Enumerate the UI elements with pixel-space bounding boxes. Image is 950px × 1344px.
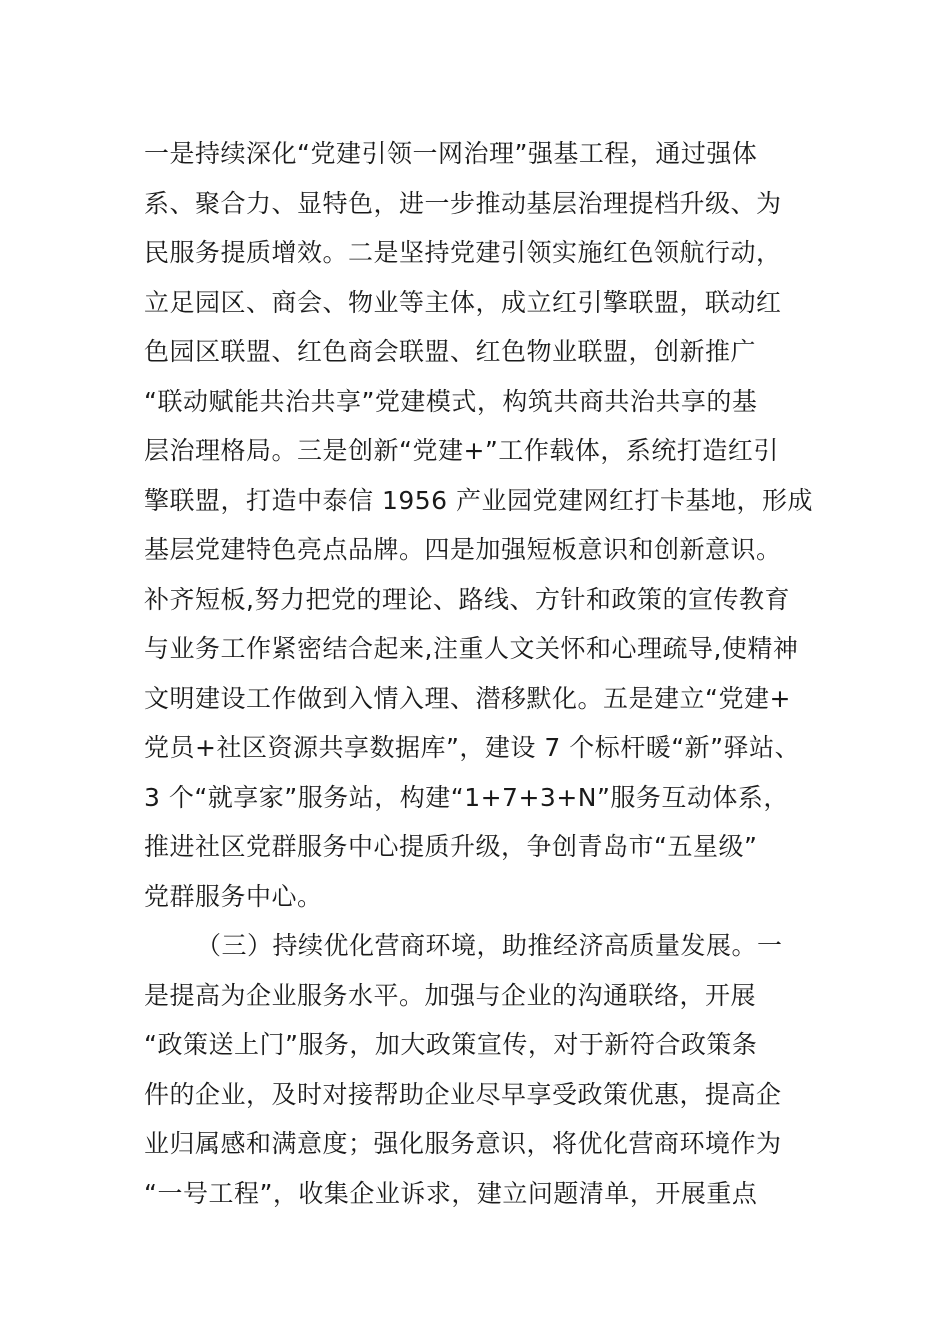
text-line: 色园区联盟、红色商会联盟、红色物业联盟，创新推广 — [144, 337, 757, 366]
text-line: 补齐短板,努力把党的理论、路线、方针和政策的宣传教育 — [144, 584, 790, 614]
text-line: “政策送上门”服务，加大政策宣传，对于新符合政策条 — [144, 1030, 758, 1059]
text-line: 是提高为企业服务水平。加强与企业的沟通联络，开展 — [144, 980, 757, 1010]
text-line: 件的企业，及时对接帮助企业尽早享受政策优惠，提高企 — [144, 1079, 782, 1109]
text-line: 3 个“就享家”服务站，构建“1+7+3+N”服务互动体系， — [144, 782, 789, 812]
text-line: 一是持续深化“党建引领一网治理”强基工程，通过强体 — [144, 139, 758, 168]
text-line: “一号工程”，收集企业诉求，建立问题清单，开展重点 — [144, 1178, 758, 1208]
text-line: 层治理格局。三是创新“党建+”工作载体，系统打造红引 — [144, 436, 779, 465]
text-line: 民服务提质增效。二是坚持党建引领实施红色领航行动， — [144, 238, 782, 267]
text-line: 党群服务中心。 — [144, 881, 323, 911]
text-line: 文明建设工作做到入情入理、潜移默化。五是建立“党建+ — [144, 683, 791, 713]
section-heading-line: （三）持续优化营商环境，助推经济高质量发展。一 — [196, 931, 783, 960]
text-line: 立足园区、商会、物业等主体，成立红引擎联盟，联动红 — [144, 287, 782, 317]
text-line: 基层党建特色亮点品牌。四是加强短板意识和创新意识。 — [144, 535, 782, 564]
text-line: 党员+社区资源共享数据库”，建设 7 个标杆暖“新”驿站、 — [144, 733, 801, 762]
text-line: 系、聚合力、显特色，进一步推动基层治理提档升级、为 — [144, 188, 782, 218]
text-line: 业归属感和满意度；强化服务意识，将优化营商环境作为 — [144, 1129, 782, 1158]
text-line: 与业务工作紧密结合起来,注重人文关怀和心理疏导,使精神 — [144, 634, 799, 663]
text-line: 推进社区党群服务中心提质升级，争创青岛市“五星级” — [144, 832, 758, 861]
text-line: 擎联盟，打造中泰信 1956 产业园党建网红打卡基地，形成 — [144, 485, 814, 515]
text-line: “联动赋能共治共享”党建模式，构筑共商共治共享的基 — [144, 386, 758, 416]
